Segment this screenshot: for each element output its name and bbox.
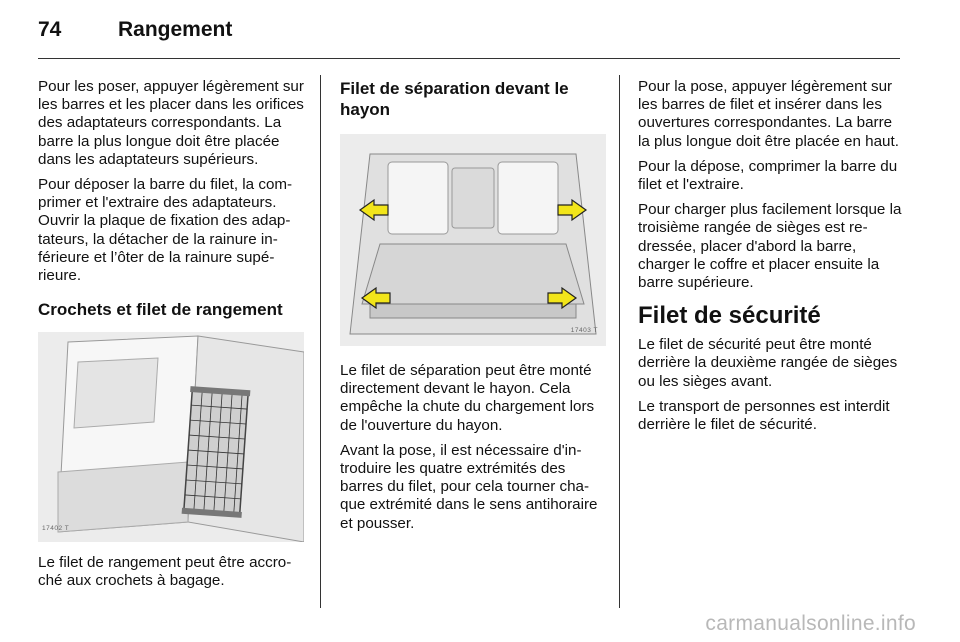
storage-net-illustration: [38, 332, 304, 542]
paragraph: Le filet de séparation peut être monté directement devant le hayon. Cela empêche la chute du chargement lors de l'ouverture du hayon.: [340, 362, 595, 434]
storage-net-drawing: [38, 332, 304, 542]
paragraph: Pour déposer la barre du filet, la comprimer et l'extraire des adaptateurs. Ouvrir la plaque de fixation des adaptateurs, la détacher de la rainure inférieure et l’ôter de la rainure supérieure.: [38, 176, 293, 285]
figure-code: 17403 T: [570, 326, 598, 334]
header-rule: [38, 58, 900, 59]
paragraph: Pour la pose, appuyer légèrement sur les barres de filet et insérer dans les ouvertures correspondantes. La barre la plus longue doit être placée en haut.: [638, 78, 899, 150]
section-heading-safety-net: Filet de sécurité: [638, 302, 821, 330]
figure-code: 17402 T: [42, 525, 70, 533]
column-divider: [320, 75, 321, 608]
paragraph: Le filet de sécurité peut être monté derrière la deuxième rangée de sièges ou les sièges avant.: [638, 336, 898, 390]
separation-net-drawing: [340, 134, 606, 346]
column-1: [38, 78, 306, 598]
paragraph: Avant la pose, il est nécessaire d'introduire les quatre extrémités des barres du filet, pour cela tourner chaque extrémité dans le sens antihoraire et pousser.: [340, 441, 598, 532]
column-divider: [619, 75, 620, 608]
section-heading-separation-net: Filet de séparation devant le hayon: [340, 79, 569, 119]
paragraph: Le transport de personnes est interdit derrière le filet de sécurité.: [638, 397, 890, 434]
figure-caption: Le filet de rangement peut être accroché aux crochets à bagage.: [38, 554, 292, 590]
watermark: carmanualsonline.info: [705, 612, 916, 635]
page-number: 74: [38, 18, 62, 41]
section-heading-storage-net: Crochets et filet de rangement: [38, 300, 283, 320]
column-3: [638, 78, 904, 441]
separation-net-illustration: [340, 134, 606, 346]
page-title: Rangement: [118, 18, 233, 41]
paragraph: Pour la dépose, comprimer la barre du filet et l'extraire.: [638, 157, 898, 194]
column-2: [340, 78, 606, 540]
paragraph: Pour charger plus facilement lorsque la troisième rangée de sièges est redressée, placer d'abord la barre, charger le coffre et placer ensuite la barre supérieure.: [638, 201, 902, 292]
paragraph: Pour les poser, appuyer légèrement sur les barres et les placer dans les orifices des adaptateurs correspondants. La barre la plus longue doit être placée dans les adaptateurs supérieurs.: [38, 78, 304, 168]
